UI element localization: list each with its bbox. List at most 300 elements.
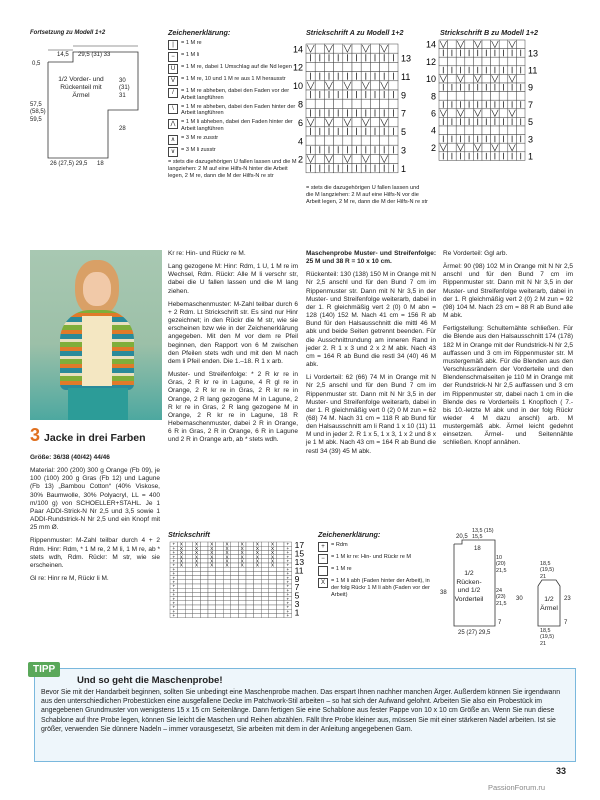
legend-text: = 1 M re abheben, dabei den Faden hinter der Arbeit langführen <box>181 103 296 117</box>
glatt-rechts: Gl re: Hinr re M, Rückr li M. <box>30 575 109 583</box>
grid-mark: X <box>195 545 199 551</box>
model-photo <box>30 250 162 420</box>
grid-cell <box>465 92 474 101</box>
row-number-right: 5 <box>528 117 534 128</box>
grid-cell <box>208 601 216 605</box>
groesse: Größe: 36/38 (40/42) 44/46 <box>30 454 110 461</box>
grid-mark: X <box>179 550 183 556</box>
m-left: 38 <box>440 590 447 596</box>
legend-symbol: X <box>318 578 328 588</box>
row-number-right: 15 <box>294 548 305 559</box>
grid-cell <box>343 136 352 145</box>
m-side-a: 10 (20) 21,5 <box>496 555 507 574</box>
grid-mark: X <box>240 545 244 551</box>
legend-text: = 1 M re <box>331 566 352 572</box>
legend-text: = 1 M li abheben, dabei den Faden hinter der Arbeit langführen <box>181 119 293 132</box>
label-front: 1/2 Rücken- und 1/2 Vorderteil <box>454 570 484 603</box>
grid-cell <box>343 99 352 108</box>
grid-cell <box>261 542 269 546</box>
grid-cell <box>208 613 216 617</box>
model-title: Jacke in drei Farben <box>44 432 146 444</box>
grid-cell <box>315 118 324 127</box>
grid-cell <box>334 62 343 71</box>
legend-text: = 3 M li zusstr <box>181 146 216 153</box>
legend-row <box>318 578 430 598</box>
grid-cell <box>276 576 284 580</box>
grid-cell <box>491 126 500 135</box>
grid-cell <box>200 613 208 617</box>
grid-cell <box>231 559 239 563</box>
grid-cell <box>200 584 208 588</box>
grid-cell <box>389 62 398 71</box>
m-top-a: 14,5 <box>57 52 69 58</box>
grid-cell <box>315 99 324 108</box>
legend-text: = 1 M kr re: Hin- und Rückr re M <box>331 554 412 560</box>
grid-mark: + <box>286 583 290 589</box>
grid-cell <box>178 613 186 617</box>
grid-cell <box>223 584 231 588</box>
grid-cell <box>208 584 216 588</box>
row-number-right: 9 <box>528 82 534 93</box>
grid-cell <box>185 571 193 575</box>
grid-mark: X <box>210 554 214 560</box>
m-sl-left: 30 <box>516 596 523 602</box>
grid-cell <box>238 601 246 605</box>
grid-cell <box>200 592 208 596</box>
legend-text: = Rdm <box>331 542 348 548</box>
grid-cell <box>185 613 193 617</box>
grid-mark: + <box>172 554 176 560</box>
grid-mark: X <box>255 558 259 564</box>
grid-cell <box>306 136 315 145</box>
grid-cell <box>200 555 208 559</box>
grid-mark: + <box>286 579 290 585</box>
grid-mark: + <box>172 545 176 551</box>
grid-cell <box>269 584 277 588</box>
grid-cell <box>324 62 333 71</box>
grid-cell <box>223 571 231 575</box>
m-bottom-b: 18 <box>97 161 104 167</box>
grid-cell <box>185 555 193 559</box>
chart-b-title: Strickschrift B zu Modell 1+2 <box>440 28 539 37</box>
row-number-right: 9 <box>294 573 300 584</box>
grid-cell <box>246 588 254 592</box>
muster-streifenfolge: Muster- und Streifenfolge: * 2 R kr re in Gras, 2 R kr re in Lagune, 4 R gl re in Orange, 2 R kr re in Gras, 2 R kr re in Orange, 2 R lang gezogene M in Lagune, 2 R kr re in Gras, 2 R lang gezogene M in Orange, 2 R kr re in Lagune, 18 R Hebemaschenmuster, dabei 2 R in Orange, 6 R in Gras, 2 R in Orange, 6 R in Lagune und 2 R in Orange arb, ab * stets wdh. <box>168 371 298 444</box>
row-number-right: 7 <box>401 108 407 119</box>
grid-cell <box>178 571 186 575</box>
grid-cell <box>261 609 269 613</box>
grid-cell <box>473 57 482 66</box>
grid-cell <box>216 605 224 609</box>
grid-mark: X <box>210 541 214 547</box>
tip-text: Bevor Sie mit der Handarbeit beginnen, sollten Sie unbedingt eine Maschenprobe machen. Das erspart Ihnen nachher manchen Ärger. Außerdem können Sie irgendwann aus den unterschiedlichen Probestücken eine ausgefallene Decke im Patchwork-Stil arbeiten – so hat sich der Aufwand gelohnt. Arbeiten Sie also ein Probestück im angegebenen Grundmuster von wenigstens 15 x 15 cm Seitenlänge. Dann fertigen Sie eine Schablone aus fester Pappe von 10 x 10 cm Größe an. Wenn Sie nun diese Schablone auf Ihre Probe legen, können Sie leicht die Maschen und Reihen abzählen. Fällt Ihre Probe kleiner aus, müssen Sie mit einer stärkeren Nadel arbeiten. Ist sie größer, verwenden Sie dünnere Nadeln – immer vorausgesetzt, Sie arbeiten mit dem in der Anleitung angegebenen Garn. <box>41 689 561 733</box>
grid-cell <box>261 576 269 580</box>
m-sl-bottom: 18,5 (19,5) 21 <box>540 628 555 647</box>
grid-cell <box>231 613 239 617</box>
row-number-right: 13 <box>401 53 412 64</box>
grid-cell <box>456 92 465 101</box>
grid-mark: + <box>172 608 176 614</box>
grid-mark: X <box>271 545 275 551</box>
m-neck: 18 <box>474 546 481 552</box>
grid-cell <box>499 74 508 83</box>
schematic-top-drawing <box>28 40 156 170</box>
grid-mark: X <box>271 554 275 560</box>
legend-text: = 3 M re zusstr <box>181 134 219 141</box>
grid-cell <box>185 563 193 567</box>
row-number-left: 12 <box>292 62 303 73</box>
grid-cell <box>200 601 208 605</box>
legend-text: = 1 M re abheben, dabei den Faden vor der Arbeit langführen <box>181 88 290 101</box>
grid-cell <box>315 62 324 71</box>
aermel: Ärmel: 90 (98) 102 M in Orange mit N Nr 2,5 anschl und für den Bund 7 cm im Rippenmuster str. Dann mit N Nr 3,5 in der Muster- und Streifenfolge weiterarb, dabei in der 1. R gleichmäßig vert 2 (0) 2 M zun = 92 (98) 104 M. Nach 23 cm = 88 R ab Bund alle M abk. <box>443 263 573 320</box>
grid-mark: X <box>225 562 229 568</box>
grid-mark: X <box>195 558 199 564</box>
grid-cell <box>306 62 315 71</box>
grid-mark: X <box>271 562 275 568</box>
grid-cell <box>499 109 508 118</box>
grid-cell <box>352 99 361 108</box>
grid-cell <box>231 601 239 605</box>
grid-cell <box>465 40 474 49</box>
model-heading <box>30 425 162 446</box>
legend-text: = 1 M re <box>181 40 202 46</box>
grid-cell <box>200 563 208 567</box>
grid-cell <box>254 592 262 596</box>
legend-symbol: ∨ <box>168 147 178 157</box>
m-bottom-a: 26 (27,5) 29,5 <box>50 161 88 167</box>
grid-cell <box>370 136 379 145</box>
grid-cell <box>343 62 352 71</box>
grid-cell <box>178 567 186 571</box>
grid-cell <box>448 57 457 66</box>
grid-mark: X <box>179 562 183 568</box>
legend-row <box>168 88 302 102</box>
grid-cell <box>456 57 465 66</box>
grid-cell <box>216 567 224 571</box>
m-top-b: 29,5 (31) 33 <box>78 52 111 58</box>
grid-cell <box>216 601 224 605</box>
grid-mark: + <box>172 587 176 593</box>
grid-mark: + <box>286 545 290 551</box>
legend-symbol: + <box>318 542 328 552</box>
chart-b-grid <box>425 38 555 168</box>
grid-cell <box>499 57 508 66</box>
grid-cell <box>276 613 284 617</box>
legend-text: = 1 M re, 10 und 1 M re aus 1 M herausstr <box>181 76 286 82</box>
grid-mark: X <box>179 541 183 547</box>
grid-mark: X <box>195 562 199 568</box>
re-vorderteil: Re Vorderteil: Ggl arb. <box>443 250 508 257</box>
grid-cell <box>439 126 448 135</box>
grid-cell <box>261 559 269 563</box>
tip-title: Und so geht die Maschenprobe! <box>77 675 223 686</box>
grid-cell <box>254 584 262 588</box>
grid-mark: X <box>179 545 183 551</box>
m-sl-top: 18,5 (19,5) 21 <box>540 561 555 580</box>
grid-cell <box>231 576 239 580</box>
grid-cell <box>200 567 208 571</box>
grid-cell <box>178 584 186 588</box>
row-number-left: 14 <box>292 44 303 55</box>
grid-mark: X <box>271 541 275 547</box>
legend-row <box>318 542 430 552</box>
legend-symbol <box>318 566 328 576</box>
grid-cell <box>238 571 246 575</box>
grid-cell <box>516 109 525 118</box>
grid-mark: + <box>172 541 176 547</box>
grid-cell <box>465 74 474 83</box>
grid-cell <box>238 588 246 592</box>
grid-cell <box>276 592 284 596</box>
grid-cell <box>231 592 239 596</box>
grid-mark: + <box>172 562 176 568</box>
grid-mark: + <box>286 541 290 547</box>
grid-cell <box>193 580 201 584</box>
grid-cell <box>223 567 231 571</box>
grid-cell <box>231 555 239 559</box>
row-number-left: 2 <box>430 142 436 153</box>
label-sleeve: 1/2 Ärmel <box>540 596 558 612</box>
grid-cell <box>200 546 208 550</box>
grid-cell <box>178 609 186 613</box>
legend-text: = 1 M re, dabei 1 Umschlag auf die Nd legen <box>181 64 292 70</box>
grid-mark: + <box>286 587 290 593</box>
legend-top-footnote: = stets die dazugehörigen U fallen lassen und die M langziehen: 2 M auf eine Hilfs-N hinter die Arbeit legen, 2 M re, dann die M der Hilfs-N re str <box>168 158 297 179</box>
grid-mark: + <box>286 562 290 568</box>
schematic-label: 1/2 Vorder- und Rückenteil mit Ärmel <box>58 76 104 99</box>
grid-cell <box>499 143 508 152</box>
grid-mark: + <box>172 579 176 585</box>
grid-cell <box>482 109 491 118</box>
grid-cell <box>276 597 284 601</box>
grid-cell <box>231 597 239 601</box>
m-bottom: 25 (27) 29,5 <box>458 630 491 636</box>
grid-mark: X <box>195 541 199 547</box>
grid-cell <box>508 126 517 135</box>
grid-cell <box>216 584 224 588</box>
grid-cell <box>315 81 324 90</box>
grid-cell <box>499 92 508 101</box>
grid-cell <box>261 550 269 554</box>
grid-cell <box>231 605 239 609</box>
grid-cell <box>193 592 201 596</box>
grid-cell <box>491 57 500 66</box>
grid-cell <box>389 44 398 53</box>
grid-mark: X <box>195 550 199 556</box>
grid-mark: + <box>286 566 290 572</box>
rueckenteil: Rückenteil: 130 (138) 150 M in Orange mit N Nr 2,5 anschl und für den Bund 7 cm im Rippenmuster str. Dann mit N Nr 3,5 in der Muster- und Streifenfolge weiterarb, dabei in der 1. R gleichmäßig vert 2 (0) 0 M abn = 128 (140) 152 M. Nach 41 cm = 156 R ab Bund für den Halsausschnitt die mittl 46 M abk und beide Seiten getrennt beenden. Für die Ausschnittrundung am inneren Rand in jeder 2. R 1 x 3 und 2 x 2 M abk. Nach 43 cm = 164 R ab Bund die restl 34 (40) 46 M abk. <box>306 271 436 369</box>
grid-cell <box>223 588 231 592</box>
legend-text: = 1 M li <box>181 52 200 58</box>
grid-cell <box>193 588 201 592</box>
grid-cell <box>208 580 216 584</box>
row-number-right: 3 <box>528 134 534 145</box>
grid-cell <box>261 597 269 601</box>
grid-cell <box>216 613 224 617</box>
grid-cell <box>216 597 224 601</box>
model-number: 3 <box>30 425 41 445</box>
grid-cell <box>216 609 224 613</box>
grid-cell <box>185 567 193 571</box>
grid-cell <box>200 597 208 601</box>
grid-mark: X <box>210 558 214 564</box>
grid-cell <box>370 62 379 71</box>
grid-cells <box>306 44 398 173</box>
grid-cell <box>208 588 216 592</box>
grid-cell <box>482 74 491 83</box>
grid-cell <box>482 92 491 101</box>
legend-text: = 1 M li abh (Faden hinter der Arbeit), in der folg Rückr 1 M li abh (Faden vor der Arbeit) <box>331 578 430 598</box>
grid-cell <box>208 576 216 580</box>
m-right-a: 30 (31) 31 <box>119 78 130 99</box>
photo-skirt <box>68 388 128 420</box>
grid-cell <box>516 74 525 83</box>
grid-cell <box>370 81 379 90</box>
grid-mark: + <box>286 608 290 614</box>
grid-cell <box>246 592 254 596</box>
row-number-right: 7 <box>528 99 534 110</box>
grid-cell <box>238 592 246 596</box>
grid-mark: X <box>255 562 259 568</box>
row-number-right: 17 <box>294 540 305 551</box>
grid-cell <box>216 550 224 554</box>
grid-cell <box>254 613 262 617</box>
grid-cell <box>276 546 284 550</box>
grid-cell <box>370 118 379 127</box>
grid-mark: X <box>179 558 183 564</box>
grid-cell <box>482 143 491 152</box>
grid-mark: X <box>255 545 259 551</box>
row-number-left: 2 <box>297 154 303 165</box>
grid-cell <box>276 609 284 613</box>
grid-cell <box>231 584 239 588</box>
grid-cell <box>261 584 269 588</box>
grid-cell <box>499 126 508 135</box>
grid-mark: X <box>240 562 244 568</box>
grid-cell <box>352 154 361 163</box>
grid-cell <box>216 559 224 563</box>
grid-cell <box>246 567 254 571</box>
grid-cell <box>193 605 201 609</box>
grid-cell <box>185 559 193 563</box>
legend-symbol: U <box>168 64 178 74</box>
grid-cell <box>516 92 525 101</box>
grid-cell <box>315 44 324 53</box>
column-2 <box>168 250 298 449</box>
m-sl-side: 23 <box>564 596 571 602</box>
grid-cell <box>231 609 239 613</box>
grid-cell <box>465 109 474 118</box>
row-number-right: 1 <box>401 163 407 174</box>
grid-cell <box>223 613 231 617</box>
grid-mark: + <box>286 596 290 602</box>
grid-cell <box>352 81 361 90</box>
grid-mark: X <box>255 550 259 556</box>
grid-cell <box>193 571 201 575</box>
grid-cell <box>208 609 216 613</box>
grid-cell <box>246 571 254 575</box>
grid-cell <box>223 597 231 601</box>
grid-cell <box>352 118 361 127</box>
grid-cell <box>261 580 269 584</box>
fertigstellung: Fertigstellung: Schulternähte schließen. Für die Blende aus den Halsausschnitt 174 (178) 182 M in Orange mit der Rundstrick-N Nr 2,5 auffassen und 3 cm im Rippenmuster str. M mustergemäß abk. Für die Blenden aus den Verschlussrändern der Vorderteile und den Blendenschmalseiten je 110 M in Orange mit der Rundstrick-N Nr 2,5 auffassen und 3 cm im Rippenmuster str, dabei nach 1 cm in die Blende des re Vorderteils 1 Knopfloch ( 7.- bis 10.-letzte M abk und in der folg Rückr wieder 4 M dazu anschl) arb. M mustergemäß abk. Ärmel leicht gedehnt einsetzen. Ärmel- und Seitennähte schließen. Knopf annähen. <box>443 325 573 447</box>
grid-mark: X <box>210 550 214 556</box>
grid-cell <box>231 563 239 567</box>
chart-bottom-title: Strickschrift <box>168 530 210 539</box>
grid-cell <box>246 613 254 617</box>
grid-cell <box>370 154 379 163</box>
grid-mark: + <box>286 558 290 564</box>
grid-cell <box>269 588 277 592</box>
grid-cell <box>334 99 343 108</box>
grid-cell <box>246 597 254 601</box>
grid-cell <box>315 136 324 145</box>
grid-cell <box>246 563 254 567</box>
grid-cell <box>246 576 254 580</box>
row-number-right: 3 <box>401 145 407 156</box>
grid-cell <box>473 126 482 135</box>
grid-cell <box>465 126 474 135</box>
legend-row <box>168 76 302 86</box>
grid-cell <box>276 555 284 559</box>
grid-cell <box>276 601 284 605</box>
grid-mark: + <box>172 558 176 564</box>
page-number: 33 <box>556 766 567 776</box>
maschenprobe: Maschenprobe Muster- und Streifenfolge: 25 M und 38 R = 10 x 10 cm. <box>306 250 436 266</box>
legend-row <box>168 135 302 145</box>
kraus-rechts: Kr re: Hin- und Rückr re M. <box>168 250 246 257</box>
grid-cell <box>238 597 246 601</box>
grid-cell <box>261 567 269 571</box>
legend-row <box>168 119 302 133</box>
grid-mark: + <box>286 604 290 610</box>
grid-cell <box>193 613 201 617</box>
m-left-b: 57,5 (58,5) 59,5 <box>30 102 46 123</box>
grid-cell <box>178 580 186 584</box>
grid-cell <box>246 546 254 550</box>
row-number-right: 9 <box>401 90 407 101</box>
row-number-left: 4 <box>297 136 303 147</box>
grid-cell <box>324 136 333 145</box>
grid-cell <box>208 571 216 575</box>
grid-cell <box>276 542 284 546</box>
grid-cell <box>193 597 201 601</box>
grid-mark: X <box>179 554 183 560</box>
grid-mark: + <box>286 550 290 556</box>
chart-a-footnote: = stets die dazugehörigen U fallen lassen und die M langziehen: 2 M auf eine Hilfs-N vor die Arbeit legen, 2 M re, dann die M der Hilfs-N re str <box>306 185 428 205</box>
grid-cell <box>254 588 262 592</box>
grid-cell <box>254 597 262 601</box>
li-vorderteil: Li Vorderteil: 62 (66) 74 M in Orange mit N Nr 2,5 anschl und für den Bund 7 cm im Rippenmuster str. Dann mit N Nr 3,5 in der Muster- und Streifenfolge weiterarb, dabei in der 1. R gleichmäßig vert 0 (2) 0 M zun = 62 (68) 74 M. Nach 31 cm = 118 R ab Bund für den Halsausschnitt am li Rand 1 x 10 (11) 11 M und in jeder 2. R 1 x 5, 1 x 3, 1 x 2 und 8 x je 1 M abk. Nach 43 cm = 164 R ab Bund die restl 34 (39) 45 M abk. <box>306 374 436 455</box>
m-left-a: 0,5 <box>32 61 41 67</box>
grid-cell <box>269 580 277 584</box>
grid-cell <box>276 571 284 575</box>
grid-cell <box>254 601 262 605</box>
chart-a-grid <box>290 38 412 188</box>
grid-cell <box>246 605 254 609</box>
schematic-title: Fortsetzung zu Modell 1+2 <box>30 30 106 36</box>
legend-bottom <box>318 530 430 600</box>
column-1 <box>30 454 160 588</box>
legend-top <box>168 28 302 180</box>
grid-cell <box>223 605 231 609</box>
grid-cell <box>208 597 216 601</box>
legend-symbol: − <box>168 52 178 62</box>
row-number-right: 11 <box>294 565 304 576</box>
legend-row <box>168 40 302 50</box>
grid-cell <box>448 92 457 101</box>
